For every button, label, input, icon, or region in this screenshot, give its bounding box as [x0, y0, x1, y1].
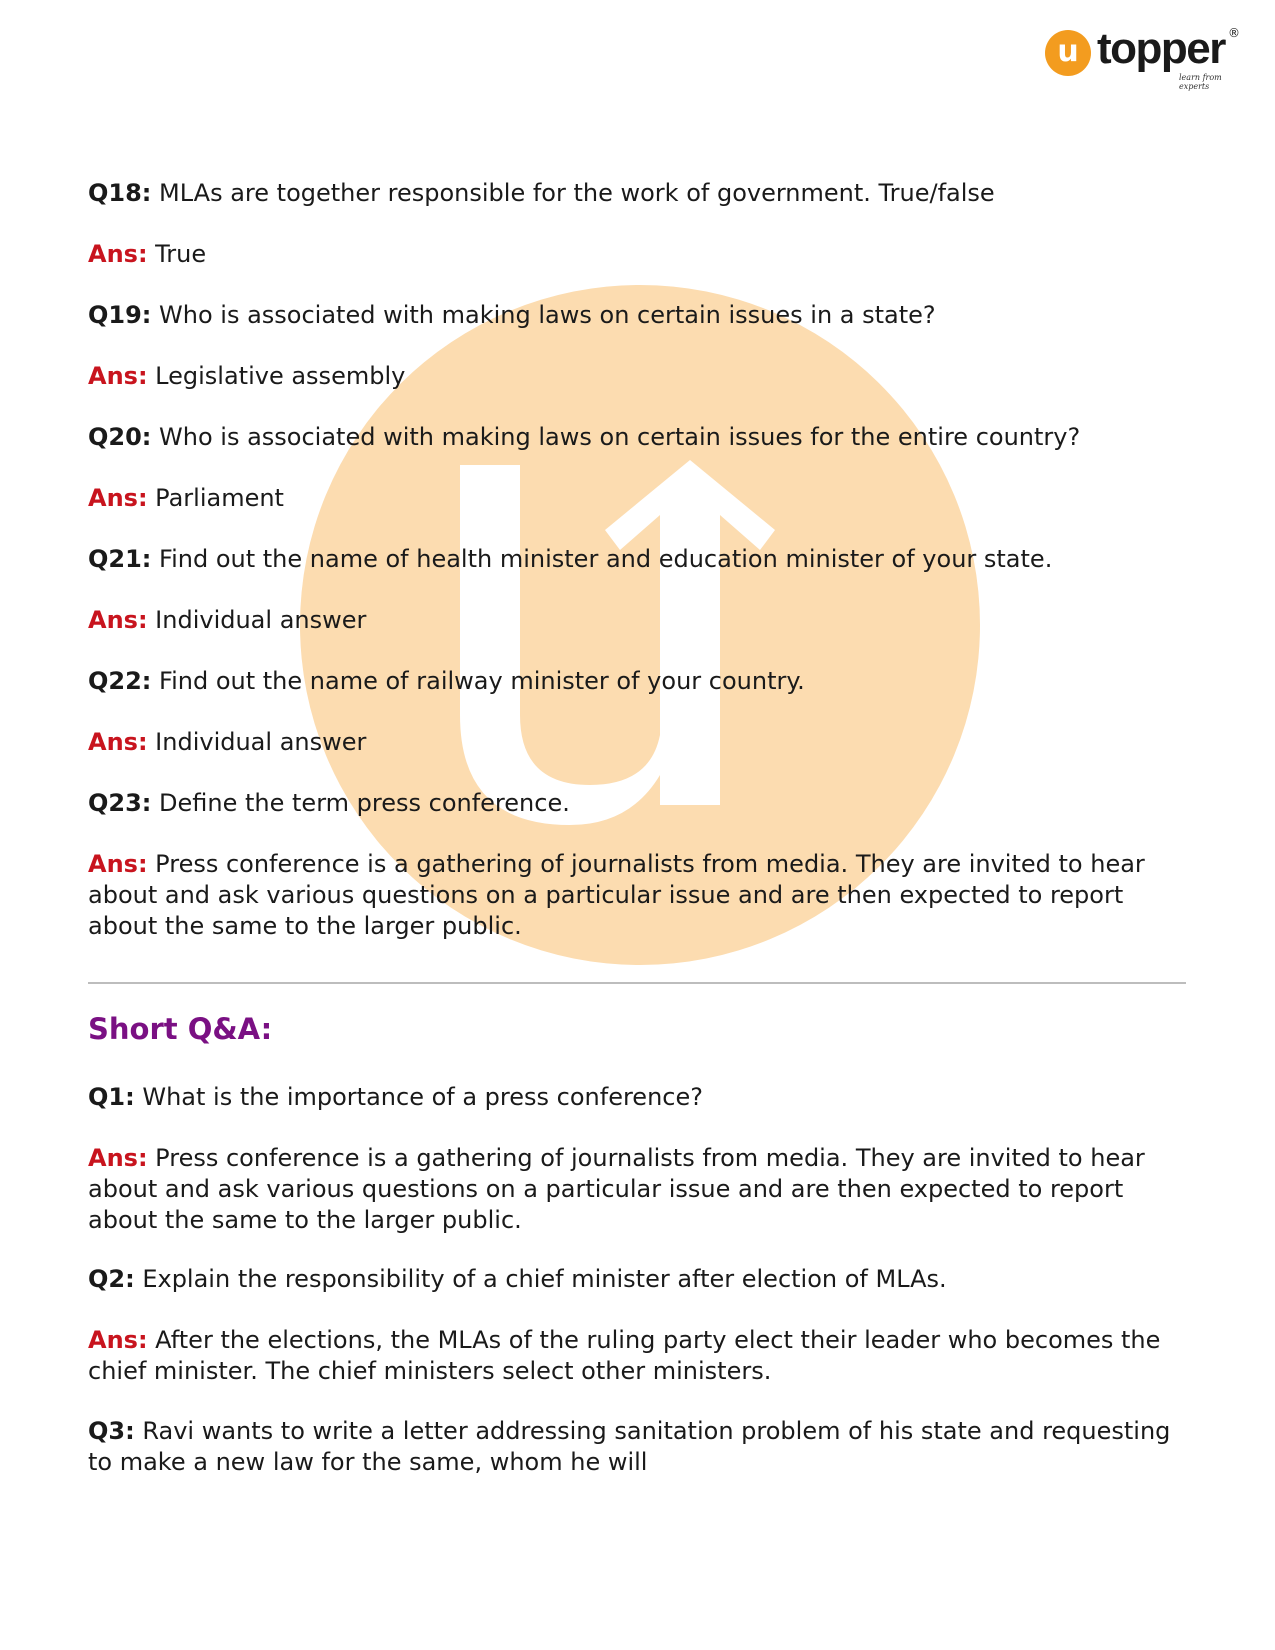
- question-label: Q20:: [88, 423, 152, 451]
- answer-20: [88, 483, 1188, 514]
- answer-23: [88, 849, 1188, 942]
- short-answer-2: [88, 1325, 1188, 1387]
- question-text: MLAs are together responsible for the work of government. True/false: [151, 179, 995, 207]
- answer-19: [88, 361, 1188, 392]
- answer-label: Ans:: [88, 362, 148, 390]
- question-label: Q21:: [88, 545, 152, 573]
- question-22: [88, 666, 1188, 697]
- question-text: Find out the name of health minister and education minister of your state.: [151, 545, 1053, 573]
- short-question-2: [88, 1264, 1188, 1295]
- answer-text: Individual answer: [147, 606, 367, 634]
- answer-label: Ans:: [88, 1326, 148, 1354]
- answer-label: Ans:: [88, 484, 148, 512]
- answer-label: Ans:: [88, 728, 148, 756]
- answer-18: [88, 239, 1188, 270]
- question-text: What is the importance of a press conference?: [134, 1083, 703, 1111]
- answer-label: Ans:: [88, 1144, 148, 1172]
- section-divider: [88, 982, 1186, 984]
- question-label: Q2:: [88, 1265, 135, 1293]
- question-text: Who is associated with making laws on certain issues for the entire country?: [151, 423, 1081, 451]
- question-label: Q1:: [88, 1083, 135, 1111]
- question-19: [88, 300, 1188, 331]
- section-title: Short Q&A:: [88, 1012, 273, 1046]
- question-label: Q18:: [88, 179, 152, 207]
- answer-label: Ans:: [88, 850, 148, 878]
- logo-wordmark: topper: [1097, 24, 1225, 73]
- logo-tagline: learn from experts: [1179, 73, 1222, 91]
- question-label: Q19:: [88, 301, 152, 329]
- question-label: Q22:: [88, 667, 152, 695]
- answer-text: Legislative assembly: [147, 362, 406, 390]
- question-text: Who is associated with making laws on certain issues in a state?: [151, 301, 936, 329]
- answer-label: Ans:: [88, 606, 148, 634]
- question-18: [88, 178, 1188, 209]
- answer-label: Ans:: [88, 240, 148, 268]
- question-label: Q3:: [88, 1417, 135, 1445]
- question-text: Find out the name of railway minister of your country.: [151, 667, 805, 695]
- question-text: Define the term press conference.: [151, 789, 570, 817]
- registered-mark: ®: [1228, 26, 1240, 40]
- question-20: [88, 422, 1188, 453]
- answer-text: After the elections, the MLAs of the ruling party elect their leader who becomes the chief minister. The chief ministers select other ministers.: [88, 1326, 1161, 1385]
- question-23: [88, 788, 1188, 819]
- topper-logo: [1045, 24, 1245, 91]
- answer-text: True: [147, 240, 207, 268]
- answer-text: Parliament: [147, 484, 284, 512]
- logo-u-icon: u: [1045, 30, 1091, 76]
- answer-21: [88, 605, 1188, 636]
- answer-text: Press conference is a gathering of journalists from media. They are invited to hear about and ask various questions on a particular issue and are then expected to report about the same to the larger public.: [88, 850, 1145, 940]
- answer-22: [88, 727, 1188, 758]
- short-answer-1: [88, 1143, 1188, 1236]
- answer-text: Press conference is a gathering of journalists from media. They are invited to hear about and ask various questions on a particular issue and are then expected to report about the same to the larger public.: [88, 1144, 1145, 1234]
- short-question-3: [88, 1416, 1188, 1478]
- short-question-1: [88, 1082, 1188, 1113]
- question-text: Ravi wants to write a letter addressing sanitation problem of his state and requesting to make a new law for the same, whom he will: [88, 1417, 1171, 1476]
- question-label: Q23:: [88, 789, 152, 817]
- question-text: Explain the responsibility of a chief minister after election of MLAs.: [134, 1265, 947, 1293]
- answer-text: Individual answer: [147, 728, 367, 756]
- question-21: [88, 544, 1188, 575]
